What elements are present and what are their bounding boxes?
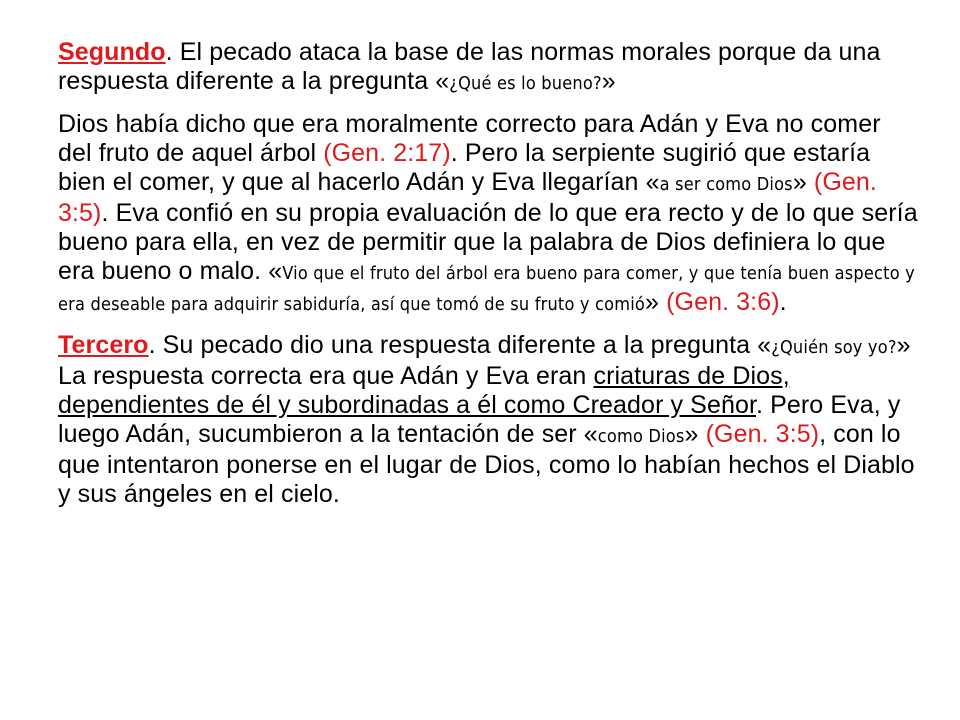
quote-como-dios: como Dios [597,426,685,447]
reference-gen-3-5: (Gen. 3:5) [705,420,820,448]
heading-tercero: Tercero [58,331,149,359]
text: » La respuesta correcta era que Adán y Eva eran [58,331,911,390]
text: Dios había dicho que era moralmente correcto para Adán y Eva no comer del fruto de aquel árbol [58,110,881,167]
quote-a-ser-como-dios: a ser como Dios [659,174,793,195]
quote-vio-que-el-fruto: Vio que el fruto del árbol era bueno para comer, y que tenía buen aspecto y era deseable para adquirir sabiduría, así que tomó de su fruto y comió [58,263,915,315]
text: » [601,67,616,95]
text: » [792,168,814,196]
paragraph-segundo [58,38,920,98]
quote-que-es-lo-bueno: ¿Qué es lo bueno? [449,73,602,94]
text: . Pero la serpiente sugirió que estaría bien el comer, y que al hacerlo Adán y Eva llegarían « [58,139,871,196]
text: . Eva confió en su propia evaluación de lo que era recto y de lo que sería bueno para ella, en vez de permitir que la palabra de Dios definiera lo que era bueno o malo. « [58,199,918,285]
text: » [645,288,667,316]
text: , con lo que intentaron ponerse en el lugar de Dios, como lo habían hechos el Diablo y sus ángeles en el cielo. [58,420,915,508]
reference-gen-3-6: (Gen. 3:6) [666,288,780,316]
reference-gen-3-5: (Gen. 3:5) [58,168,877,227]
underlined-criaturas-de-dios: criaturas de Dios, dependientes de él y subordinadas a él como Creador y Señor [58,362,790,419]
heading-segundo: Segundo [58,38,166,66]
paragraph-dios-habia-dicho [58,110,920,319]
text: » [684,420,706,448]
text: . Su pecado dio una respuesta diferente a la pregunta « [148,331,772,359]
text: . [779,288,787,316]
paragraph-tercero [58,331,920,509]
reference-gen-2-17: (Gen. 2:17) [323,139,451,167]
text: . Pero Eva, y luego Adán, sucumbieron a la tentación de ser « [58,391,901,448]
text: . El pecado ataca la base de las normas morales porque da una respuesta diferente a la pregunta « [58,38,881,95]
quote-quien-soy-yo: ¿Quién soy yo? [771,337,897,358]
